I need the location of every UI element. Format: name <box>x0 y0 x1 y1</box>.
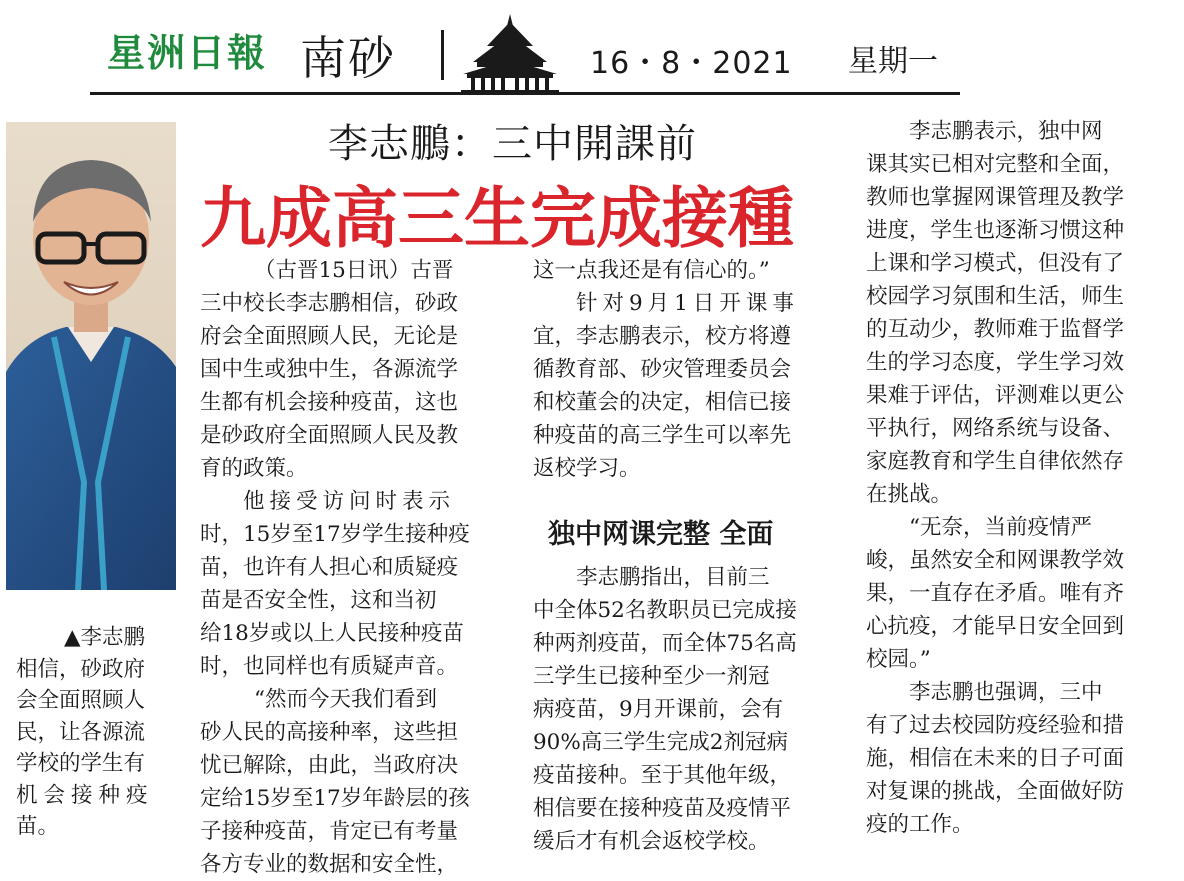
text-line: 有了过去校园防疫经验和措 <box>866 713 1125 738</box>
text-line: “然而今天我们看到 <box>254 687 437 712</box>
text-line: 李志鹏指出，目前三 <box>576 565 770 590</box>
article-column-2 <box>533 254 833 485</box>
text-line: 各方专业的数据和安全性， <box>200 852 459 877</box>
text-line: 对复课的挑战，全面做好防 <box>866 779 1125 804</box>
text-line: 教师也掌握网课管理及教学 <box>866 185 1125 210</box>
text-line: 这一点我还是有信心的。” <box>533 258 770 283</box>
text-line: 病疫苗，9月开课前，会有 <box>533 697 784 722</box>
caption-line: 民，让各源流 <box>16 719 146 745</box>
text-line: 种疫苗的高三学生可以率先 <box>533 423 792 448</box>
article-column-1 <box>200 254 500 881</box>
text-line: 生都有机会接种疫苗，这也 <box>200 390 459 415</box>
section-title: 南砂 <box>300 31 396 85</box>
text-line: 施，相信在未来的日子可面 <box>866 746 1125 771</box>
masthead-rule <box>90 92 960 95</box>
issue-weekday: 星期一 <box>848 44 938 79</box>
text-line: 苗，也许有人担心和质疑疫 <box>200 555 459 580</box>
headline-kicker: 李志鵬：三中開課前 <box>328 121 697 167</box>
text-line: “无奈，当前疫情严 <box>909 515 1092 540</box>
photo-caption <box>16 622 176 843</box>
text-line: 和校董会的决定，相信已接 <box>533 390 792 415</box>
text-line: 缓后才有机会返校学校。 <box>533 829 770 854</box>
caption-line: 苗。 <box>16 814 60 839</box>
caption-line: 相信，砂政府 <box>16 656 146 682</box>
building-emblem-icon <box>455 12 565 94</box>
masthead-divider <box>441 30 444 80</box>
text-line: 相信要在接种疫苗及疫情平 <box>533 796 792 821</box>
issue-date: 16・8・2021 <box>590 46 793 81</box>
text-line: 进度，学生也逐渐习惯这种 <box>866 218 1125 243</box>
text-line: 校园。” <box>866 647 931 672</box>
text-line: 是砂政府全面照顾人民及教 <box>200 423 459 448</box>
article-column-3 <box>866 115 1166 841</box>
text-line: 宜，李志鹏表示，校方将遵 <box>533 324 792 349</box>
text-line: 李志鹏表示，独中网 <box>909 119 1103 144</box>
caption-line: 机会接种疫 <box>16 782 154 808</box>
text-line: 果，一直存在矛盾。唯有齐 <box>866 581 1125 606</box>
text-line: 返校学习。 <box>533 456 641 481</box>
text-line: 苗是否安全性，这和当初 <box>200 588 437 613</box>
caption-line: 学校的学生有 <box>16 751 146 776</box>
portrait-photo <box>6 122 176 590</box>
text-line: 定给15岁至17岁年龄层的孩 <box>200 786 470 811</box>
text-line: 时，15岁至17岁学生接种疫 <box>200 522 470 547</box>
newspaper-brand: 星洲日報 <box>107 31 268 75</box>
article-subhead: 独中网课完整 全面 <box>548 519 774 550</box>
text-line: 在挑战。 <box>866 482 953 507</box>
text-line: 府会全面照顾人民，无论是 <box>200 324 459 349</box>
text-line: 育的政策。 <box>200 456 308 481</box>
text-line: 给18岁或以上人民接种疫苗 <box>200 621 464 646</box>
text-line: 疫苗接种。至于其他年级， <box>533 763 792 788</box>
text-line: 90%高三学生完成2剂冠病 <box>533 730 788 755</box>
article-column-2-lower <box>533 561 833 858</box>
text-line: 子接种疫苗，肯定已有考量 <box>200 819 459 844</box>
text-line: 家庭教育和学生自律依然存 <box>866 449 1125 474</box>
text-line: 砂人民的高接种率，这些担 <box>200 720 459 745</box>
text-line: 国中生或独中生，各源流学 <box>200 357 459 382</box>
text-line: 峻，虽然安全和网课教学效 <box>866 548 1125 573</box>
text-line: 种两剂疫苗，而全体75名高 <box>533 631 797 656</box>
caption-line: ▲李志鹏 <box>64 625 146 650</box>
text-line: 果难于评估，评测难以更公 <box>866 383 1125 408</box>
text-line: 针对9月1日开课事 <box>576 291 799 316</box>
text-line: 校园学习氛围和生活，师生 <box>866 284 1125 309</box>
text-line: 三中校长李志鹏相信，砂政 <box>200 291 459 316</box>
text-line: 的互动少，教师难于监督学 <box>866 317 1125 342</box>
text-line: 上课和学习模式，但没有了 <box>866 251 1125 276</box>
text-line: （古晋15日讯）古晋 <box>254 258 454 283</box>
text-line: 平执行，网络系统与设备、 <box>866 416 1125 441</box>
caption-line: 会全面照顾人 <box>16 688 146 713</box>
text-line: 课其实已相对完整和全面， <box>866 152 1125 177</box>
text-line: 李志鹏也强调，三中 <box>909 680 1103 705</box>
text-line: 三学生已接种至少一剂冠 <box>533 664 770 689</box>
text-line: 忧已解除，由此，当政府决 <box>200 753 459 778</box>
text-line: 疫的工作。 <box>866 812 974 837</box>
text-line: 时，也同样也有质疑声音。 <box>200 654 459 679</box>
text-line: 他接受访问时表示 <box>243 489 456 514</box>
headline-main: 九成高三生完成接種 <box>200 180 794 257</box>
text-line: 生的学习态度，学生学习效 <box>866 350 1125 375</box>
text-line: 心抗疫，才能早日安全回到 <box>866 614 1125 639</box>
text-line: 循教育部、砂灾管理委员会 <box>533 357 792 382</box>
text-line: 中全体52名教职员已完成接 <box>533 598 797 623</box>
